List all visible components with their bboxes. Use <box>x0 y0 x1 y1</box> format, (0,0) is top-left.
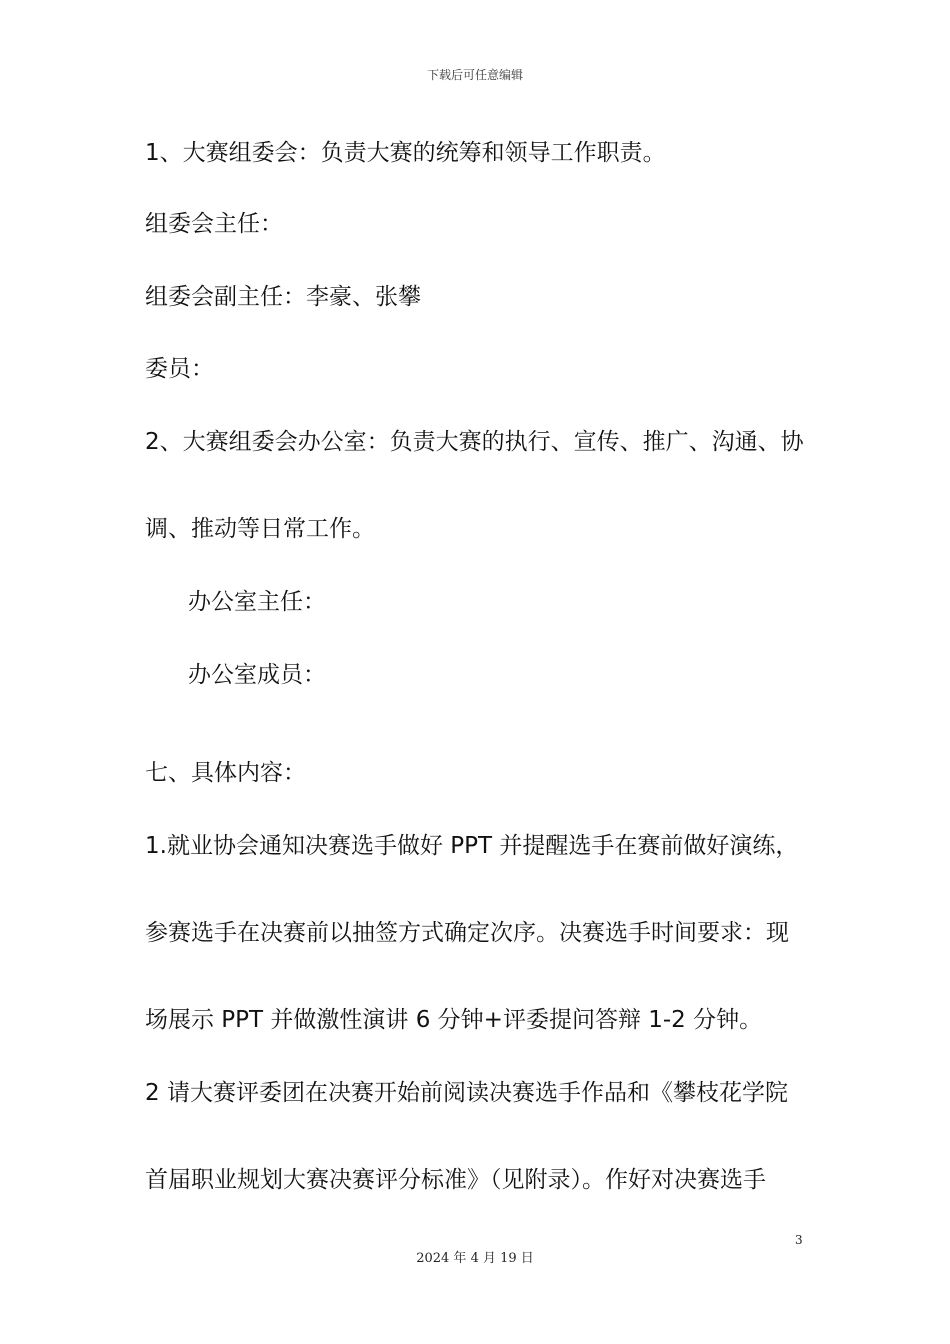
text-line-item-2-continued: 首届职业规划大赛决赛评分标准》（见附录）。作好对决赛选手 <box>145 1167 766 1193</box>
text-line-committee-deputy-director: 组委会副主任：李豪、张攀 <box>145 284 421 310</box>
text-line-item-2: 2 请大赛评委团在决赛开始前阅读决赛选手作品和《攀枝花学院 <box>145 1080 788 1106</box>
text-line-committee-members: 委员： <box>145 356 214 382</box>
text-line-committee: 1、大赛组委会：负责大赛的统筹和领导工作职责。 <box>145 140 666 166</box>
text-line-office-continued: 调、推动等日常工作。 <box>145 516 375 542</box>
text-line-office: 2、大赛组委会办公室：负责大赛的执行、宣传、推广、沟通、协 <box>145 429 804 455</box>
text-line-item-1-continued: 参赛选手在决赛前以抽签方式确定次序。决赛选手时间要求：现 <box>145 920 789 946</box>
footer-date: 2024 年 4 月 19 日 <box>416 1251 534 1266</box>
page-header: 下载后可任意编辑 <box>426 68 523 82</box>
section-heading-contents: 七、具体内容： <box>145 760 306 786</box>
page-number: 3 <box>795 1233 803 1247</box>
text-line-committee-director: 组委会主任： <box>145 211 283 237</box>
text-line-office-director: 办公室主任： <box>188 589 326 615</box>
text-line-office-members: 办公室成员： <box>188 662 326 688</box>
text-line-item-1: 1.就业协会通知决赛选手做好 PPT 并提醒选手在赛前做好演练， <box>145 833 799 859</box>
text-line-item-1-end: 场展示 PPT 并做激性演讲 6 分钟+评委提问答辩 1-2 分钟。 <box>145 1007 763 1033</box>
